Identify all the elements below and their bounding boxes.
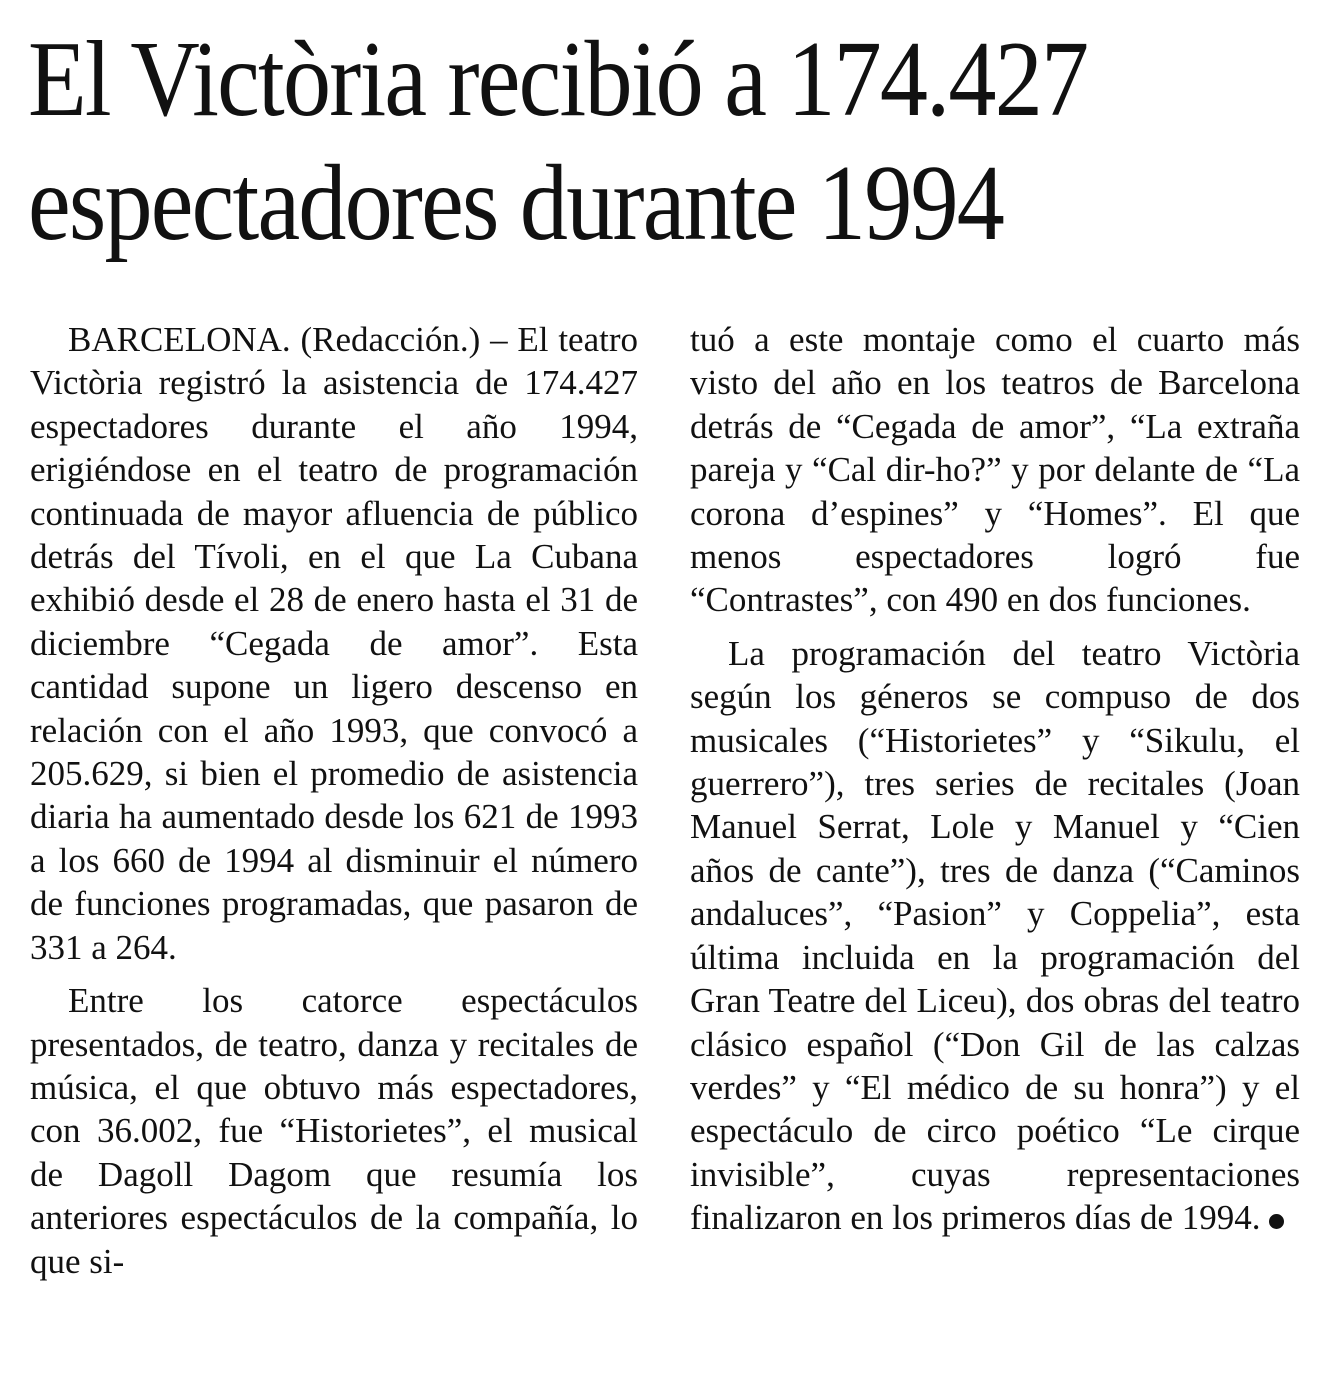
headline [28,18,1176,266]
headline-line-2: espectadores durante 1994 [28,144,1004,263]
paragraph-3-text: La programación del teatro Victòria según los géneros se compuso de dos musicales (“Historietes” y “Sikulu, el guerrero”), tres series de recitales (Joan Manuel Serrat, Lole y Manuel y “Cien años de cante”), tres de danza (“Caminos andaluces”, “Pasion” y Coppelia”, esta última incluida en la programación del Gran Teatre del Liceu), dos obras del teatro clásico español (“Don Gil de las calzas verdes” y “El médico de su honra”) y el espectáculo de circo poético “Le cirque invisible”, cuyas representaciones finalizaron en los primeros días de 1994. [690,633,1300,1238]
article-paragraph-2-continued: tuó a este montaje como el cuarto más visto del año en los teatros de Barcelona detrás de “Cegada de amor”, “La extraña pareja y “Cal dir-ho?” y por delante de “La corona d’espines” y “Homes”. El que menos espectadores logró fue “Contrastes”, con 490 en dos funciones. [690,320,1300,620]
dateline: BARCELONA. (Redacción.) – [68,320,508,359]
article-paragraph-1 [30,318,638,969]
headline-line-1: El Victòria recibió a 174.427 [28,20,1088,139]
article-column-right [690,318,1300,1240]
article-paragraph-3 [690,632,1300,1240]
article-paragraph-2-start: Entre los catorce espectáculos presentados, de teatro, danza y recitales de música, el que obtuvo más espectadores, con 36.002, fue “Historietes”, el musical de Dagoll Dagom que resumía los anteriores espectáculos de la compañía, lo que si- [30,981,638,1281]
article-column-left [30,318,638,1283]
paragraph-1-text: El teatro Victòria registró la asistencia de 174.427 espectadores durante el año 1994, erigiéndose en el teatro de programación continuada de mayor afluencia de público detrás del Tívoli, en el que La Cubana exhibió desde el 28 de enero hasta el 31 de diciembre “Cegada de amor”. Esta cantidad supone un ligero descenso en relación con el año 1993, que convocó a 205.629, si bien el promedio de asistencia diaria ha aumentado desde los 621 de 1993 a los 660 de 1994 al disminuir el número de funciones programadas, que pasaron de 331 a 264. [30,320,639,967]
end-of-article-icon [1269,1214,1284,1229]
